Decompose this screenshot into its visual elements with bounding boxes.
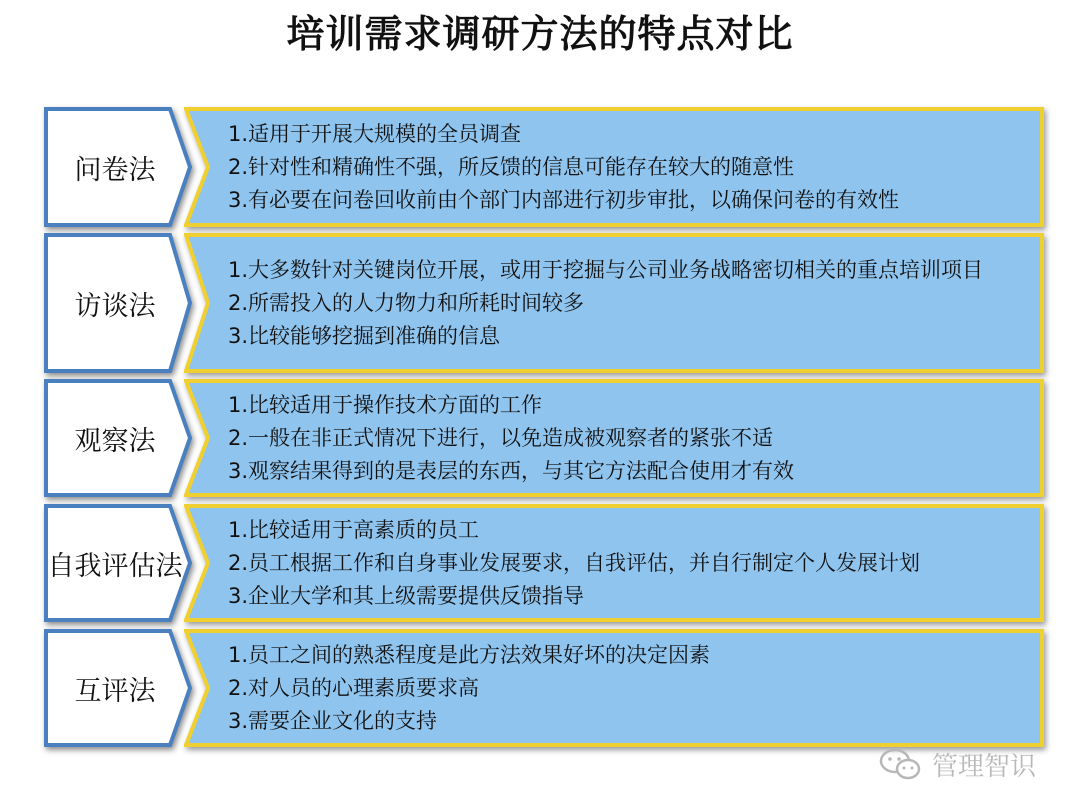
detail-item: 3.企业大学和其上级需要提供反馈指导 xyxy=(228,583,585,608)
detail-item: 1.比较适用于高素质的员工 xyxy=(228,517,480,542)
method-label-box xyxy=(44,233,192,373)
method-details-box xyxy=(184,504,1044,622)
method-name: 问卷法 xyxy=(74,154,156,186)
page-title: 培训需求调研方法的特点对比 xyxy=(286,12,794,56)
detail-item: 1.员工之间的熟悉程度是此方法效果好坏的决定因素 xyxy=(228,642,711,667)
detail-item: 2.一般在非正式情况下进行，以免造成被观察者的紧张不适 xyxy=(228,425,774,450)
watermark xyxy=(878,744,1036,784)
method-label-box xyxy=(44,504,192,622)
detail-item: 3.比较能够挖掘到准确的信息 xyxy=(228,323,501,348)
watermark-text: 管理智识 xyxy=(932,751,1037,782)
method-name: 互评法 xyxy=(74,675,156,707)
method-row-interview xyxy=(0,233,1080,373)
details-list xyxy=(228,233,1028,373)
method-row-self-assessment xyxy=(0,504,1080,622)
detail-item: 2.针对性和精确性不强，所反馈的信息可能存在较大的随意性 xyxy=(228,154,795,179)
method-name: 自我评估法 xyxy=(47,550,183,582)
method-details-box xyxy=(184,379,1044,497)
wechat-icon xyxy=(878,746,924,782)
method-label-box xyxy=(44,629,192,747)
method-details-box xyxy=(184,107,1044,227)
method-row-peer-review xyxy=(0,629,1080,747)
detail-item: 2.对人员的心理素质要求高 xyxy=(228,675,480,700)
method-row-questionnaire xyxy=(0,107,1080,227)
detail-item: 3.需要企业文化的支持 xyxy=(228,708,438,733)
method-name: 访谈法 xyxy=(74,290,156,322)
method-details-box xyxy=(184,233,1044,373)
detail-item: 2.所需投入的人力物力和所耗时间较多 xyxy=(228,290,585,315)
details-list xyxy=(228,107,1028,227)
details-list xyxy=(228,504,1028,622)
detail-item: 1.大多数针对关键岗位开展，或用于挖掘与公司业务战略密切相关的重点培训项目 xyxy=(228,257,984,282)
details-list xyxy=(228,629,1028,747)
detail-item: 1.适用于开展大规模的全员调查 xyxy=(228,121,522,146)
detail-item: 2.员工根据工作和自身事业发展要求，自我评估，并自行制定个人发展计划 xyxy=(228,550,921,575)
detail-item: 3.观察结果得到的是表层的东西，与其它方法配合使用才有效 xyxy=(228,458,795,483)
method-label-box xyxy=(44,107,192,227)
method-label-box xyxy=(44,379,192,497)
method-row-observation xyxy=(0,379,1080,497)
details-list xyxy=(228,379,1028,497)
detail-item: 1.比较适用于操作技术方面的工作 xyxy=(228,392,543,417)
method-name: 观察法 xyxy=(74,425,156,457)
detail-item: 3.有必要在问卷回收前由个部门内部进行初步审批，以确保问卷的有效性 xyxy=(228,187,900,212)
method-details-box xyxy=(184,629,1044,747)
